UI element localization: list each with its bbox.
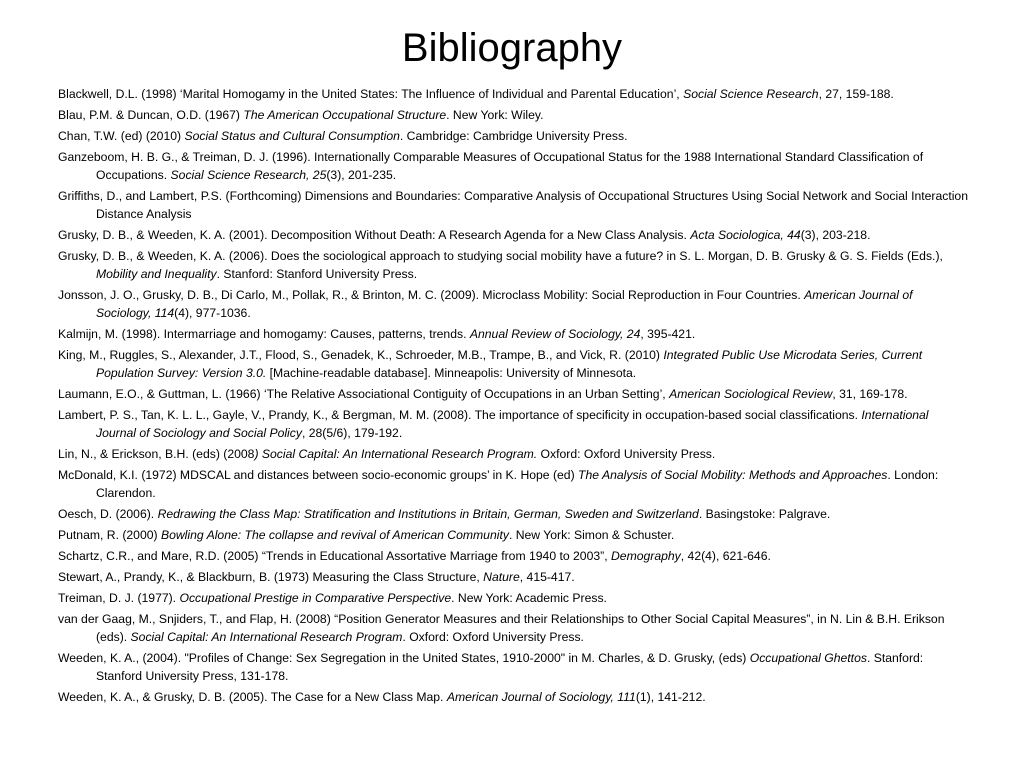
reference-italic-text: Nature [483, 570, 520, 584]
reference-text: , 28(5/6), 179-192. [301, 426, 403, 440]
reference-item [58, 247, 968, 283]
reference-item [58, 589, 968, 607]
reference-text: , 27, 159-188. [818, 87, 894, 101]
reference-text: Jonsson, J. O., Grusky, D. B., Di Carlo, M., Pollak, R., & Brinton, M. C. (2009). Microclass Mobility: Social Reproduction in Four Countries. [58, 288, 805, 302]
reference-italic-text: Demography [610, 549, 681, 563]
reference-italic-text: ) Social Capital: An International Research Program. [254, 447, 538, 461]
reference-text: Weeden, K. A., & Grusky, D. B. (2005). The Case for a New Class Map. [58, 690, 447, 704]
reference-item [58, 568, 968, 586]
reference-item [58, 445, 968, 463]
reference-text: Oesch, D. (2006). [58, 507, 158, 521]
reference-item [58, 406, 968, 442]
reference-item [58, 466, 968, 502]
reference-text: . Basingstoke: Palgrave. [698, 507, 831, 521]
reference-text: , 42(4), 621-646. [680, 549, 771, 563]
reference-item [58, 610, 968, 646]
reference-italic-text: Occupational Prestige in Comparative Perspective [179, 591, 452, 605]
reference-text: (4), 977-1036. [174, 306, 251, 320]
reference-text: . Cambridge: Cambridge University Press. [399, 129, 628, 143]
reference-italic-text: American Sociological Review [669, 387, 833, 401]
reference-text: , 415-417. [519, 570, 575, 584]
reference-item [58, 106, 968, 124]
reference-text: . London: Clarendon. [96, 468, 939, 500]
reference-italic-text: Social Science Research [683, 87, 819, 101]
reference-italic-text: American Journal of Sociology, 111 [446, 690, 636, 704]
reference-italic-text: Social Science Research, 25 [170, 168, 327, 182]
reference-italic-text: Acta Sociologica, 44 [690, 228, 801, 242]
reference-text: Lambert, P. S., Tan, K. L. L., Gayle, V., Prandy, K., & Bergman, M. M. (2008). The importance of specificity in occupation-based social classifications. [58, 408, 862, 422]
reference-text: Grusky, D. B., & Weeden, K. A. (2006). Does the sociological approach to studying social mobility have a future? in S. L. Morgan, D. B. Grusky & G. S. Fields (Eds.), [58, 249, 943, 263]
reference-text: Griffiths, D., and Lambert, P.S. (Forthcoming) Dimensions and Boundaries: Comparative Analysis of Occupational Structures Using Social Network and Social Interaction Distance Analysis [58, 189, 968, 221]
reference-italic-text: Mobility and Inequality [96, 267, 217, 281]
reference-italic-text: The Analysis of Social Mobility: Methods and Approaches [578, 468, 888, 482]
reference-text: Kalmijn, M. (1998). Intermarriage and homogamy: Causes, patterns, trends. [58, 327, 470, 341]
reference-text: Chan, T.W. (ed) (2010) [58, 129, 185, 143]
reference-item [58, 346, 968, 382]
reference-text: Treiman, D. J. (1977). [58, 591, 180, 605]
reference-item [58, 148, 968, 184]
reference-item [58, 688, 968, 706]
reference-text: Laumann, E.O., & Guttman, L. (1966) ‘The Relative Associational Contiguity of Occupations in an Urban Setting’, [58, 387, 670, 401]
reference-item [58, 385, 968, 403]
reference-list [58, 85, 968, 709]
reference-text: [Machine-readable database]. Minneapolis: University of Minnesota. [266, 366, 637, 380]
reference-text: , 395-421. [640, 327, 696, 341]
reference-item [58, 649, 968, 685]
reference-italic-text: American Journal of Sociology, 114 [96, 288, 913, 320]
reference-text: Stewart, A., Prandy, K., & Blackburn, B. (1973) Measuring the Class Structure, [58, 570, 484, 584]
reference-italic-text: Social Capital: An International Research Program [130, 630, 403, 644]
reference-text: . New York: Academic Press. [451, 591, 607, 605]
reference-text: Oxford: Oxford University Press. [537, 447, 716, 461]
reference-text: Grusky, D. B., & Weeden, K. A. (2001). Decomposition Without Death: A Research Agenda for a New Class Analysis. [58, 228, 691, 242]
page-title: Bibliography [401, 26, 623, 70]
reference-text: . Stanford: Stanford University Press. [216, 267, 418, 281]
reference-item [58, 286, 968, 322]
reference-item [58, 526, 968, 544]
reference-item [58, 325, 968, 343]
reference-italic-text: Annual Review of Sociology, 24 [469, 327, 641, 341]
reference-text: Blau, P.M. & Duncan, O.D. (1967) [58, 108, 244, 122]
reference-italic-text: Redrawing the Class Map: Stratification and Institutions in Britain, German, Sweden and Switzerland [157, 507, 699, 521]
reference-text: Blackwell, D.L. (1998) ‘Marital Homogamy in the United States: The Influence of Individual and Parental Education’, [58, 87, 684, 101]
reference-text: . New York: Wiley. [446, 108, 544, 122]
reference-text: Weeden, K. A., (2004). "Profiles of Change: Sex Segregation in the United States, 1910-2000" in M. Charles, & D. Grusky, (eds) [58, 651, 750, 665]
reference-item [58, 85, 968, 103]
reference-text: . New York: Simon & Schuster. [508, 528, 675, 542]
reference-text: King, M., Ruggles, S., Alexander, J.T., Flood, S., Genadek, K., Schroeder, M.B., Trampe, B., and Vick, R. (2010) [58, 348, 664, 362]
reference-text: (1), 141-212. [635, 690, 706, 704]
reference-text: McDonald, K.I. (1972) MDSCAL and distances between socio-economic groups’ in K. Hope (ed) [58, 468, 579, 482]
reference-item [58, 547, 968, 565]
reference-text: Lin, N., & Erickson, B.H. (eds) (2008 [58, 447, 255, 461]
reference-text: . Stanford: Stanford University Press, 131-178. [96, 651, 924, 683]
reference-italic-text: Bowling Alone: The collapse and revival of American Community [160, 528, 509, 542]
reference-italic-text: The American Occupational Structure [243, 108, 447, 122]
reference-item [58, 505, 968, 523]
reference-item [58, 187, 968, 223]
reference-text: (3), 203-218. [800, 228, 871, 242]
reference-italic-text: Social Status and Cultural Consumption [184, 129, 400, 143]
reference-italic-text: Integrated Public Use Microdata Series, Current Population Survey: Version 3.0. [96, 348, 923, 380]
reference-italic-text: Occupational Ghettos [749, 651, 867, 665]
reference-text: . Oxford: Oxford University Press. [402, 630, 584, 644]
reference-text: van der Gaag, M., Snjiders, T., and Flap, H. (2008) “Position Generator Measures and their Relationships to Other Social Capital Measures”, in N. Lin & B.H. Erikson (eds). [58, 612, 945, 644]
reference-italic-text: International Journal of Sociology and Social Policy [96, 408, 929, 440]
reference-item [58, 127, 968, 145]
reference-text: Putnam, R. (2000) [58, 528, 161, 542]
reference-item [58, 226, 968, 244]
reference-text: , 31, 169-178. [832, 387, 908, 401]
reference-text: Ganzeboom, H. B. G., & Treiman, D. J. (1996). Internationally Comparable Measures of Occupational Status for the 1988 International Standard Classification of Occupations. [58, 150, 924, 182]
reference-text: Schartz, C.R., and Mare, R.D. (2005) “Trends in Educational Assortative Marriage from 1940 to 2003”, [58, 549, 611, 563]
reference-text: (3), 201-235. [326, 168, 397, 182]
